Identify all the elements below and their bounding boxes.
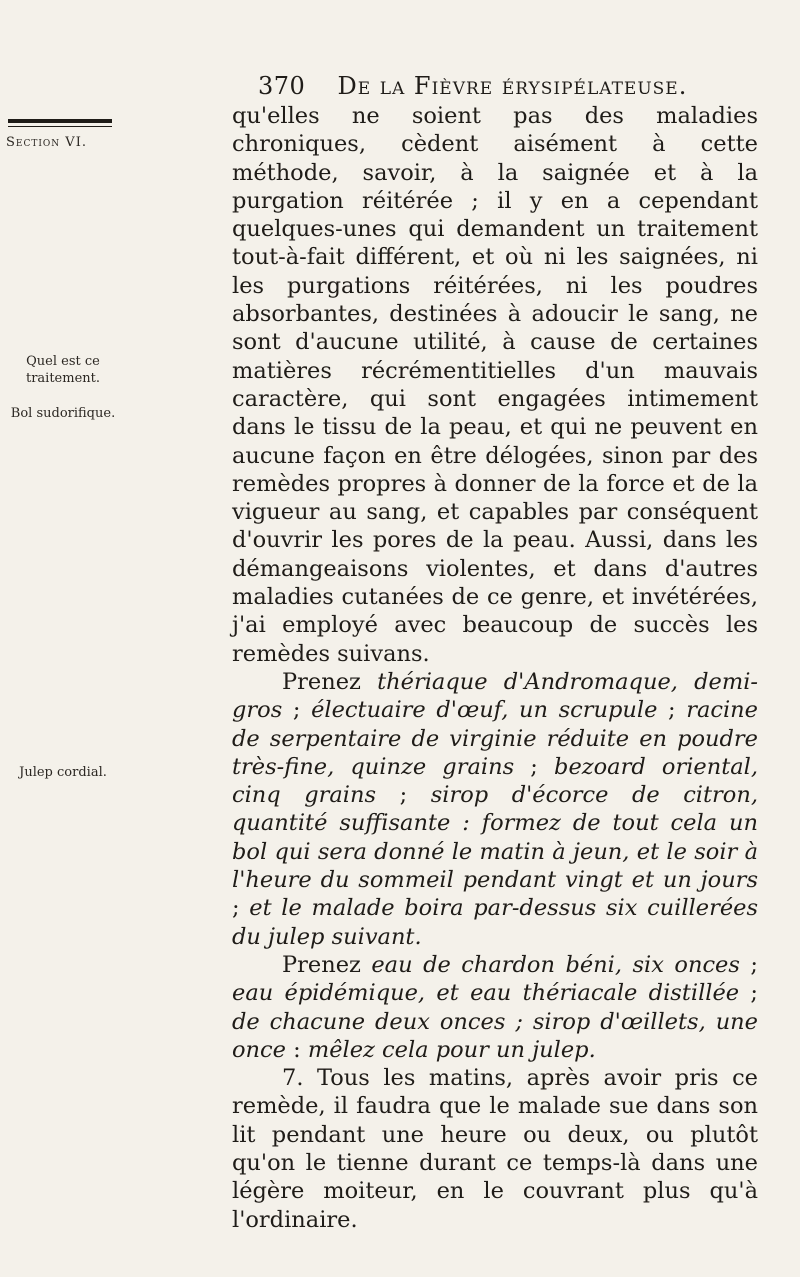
body-text [232, 102, 758, 1234]
roman-run: ; [514, 753, 555, 780]
roman-run: ; [739, 980, 758, 1007]
italic-run: électuaire d'œuf, un scrupule [311, 697, 658, 724]
italic-run: de chacune deux onces ; sirop d'œillets, une once [232, 1008, 758, 1063]
italic-run: et le malade boira par-dessus six cuillerées du julep suivant. [232, 895, 759, 950]
section-rule-thin [8, 126, 112, 127]
italic-run: eau épidémique, et eau thériacale distillée [232, 980, 740, 1007]
margin-section-label: Section VI. [6, 135, 87, 150]
margin-note-cordial-julep: Julep cordial. [19, 765, 107, 780]
margin-note-sudorific-bolus: Bol sudorifique. [10, 406, 116, 421]
roman-run: ; [282, 697, 312, 724]
italic-run: thériaque d'Andromaque, demi-gros [232, 668, 758, 724]
roman-run: Prenez [282, 668, 378, 695]
running-head [258, 72, 708, 100]
roman-run: Prenez [282, 951, 372, 978]
italic-run: mêlez cela pour un julep. [307, 1036, 596, 1063]
roman-run: ; [739, 951, 758, 978]
roman-run: ; [657, 697, 687, 724]
roman-run: ; [376, 782, 431, 809]
italic-run: bezoard oriental, cinq grains [232, 753, 759, 809]
paragraph-continuation: qu'elles ne soient pas des maladies chroniques, cèdent aisément à cette méthode, savoir, à la saignée et à la purgation réitérée ; il y en a cependant quelques-unes qui demandent un traitement tout-à-fait différent, et où ni les saignées, ni les purgations réitérées, ni les poudres absorbantes, destinées à adoucir le sang, ne sont d'aucune utilité, à cause de certaines matières récrémentitielles d'un mauvais caractère, qui sont engagées intimement dans le tissu de la peau, et qui ne peuvent en aucune façon en être délogées, sinon par des remèdes propres à donner de la force et de la vigueur au sang, et capables par conséquent d'ouvrir les pores de la peau. Aussi, dans les démangeaisons violentes, et dans d'autres maladies cutanées de ce genre, et invétérées, j'ai employé avec beaucoup de succès les remèdes suivans. [232, 103, 758, 667]
margin-note-treatment: Quel est ce traitement. [25, 354, 100, 386]
paragraph-instruction-7: 7. Tous les matins, après avoir pris ce remède, il faudra que le malade sue dans son lit pendant une heure ou deux, ou plutôt qu'on le tienne durant ce temps-là dans une légère moiteur, en le couvrant plus qu'à l'ordinaire. [232, 1065, 758, 1233]
running-title: De la Fièvre érysipélateuse. [337, 72, 688, 100]
italic-run: sirop d'écorce de citron, quantité suffisante : formez de tout cela un bol qui sera donné le matin à jeun, et le soir à l'heure du sommeil pendant vingt et un jours [232, 782, 758, 894]
roman-run: ; [232, 895, 250, 922]
paragraph-julep-recipe [232, 951, 758, 1064]
page-number: 370 [258, 72, 306, 100]
paragraph-bolus-recipe [232, 668, 758, 951]
italic-run: racine de serpentaire de virginie réduite en poudre très-fine, quinze grains [232, 697, 758, 780]
italic-run: eau de chardon béni, six onces [371, 951, 740, 978]
section-rule-thick [8, 119, 112, 123]
roman-run: : [285, 1036, 308, 1063]
